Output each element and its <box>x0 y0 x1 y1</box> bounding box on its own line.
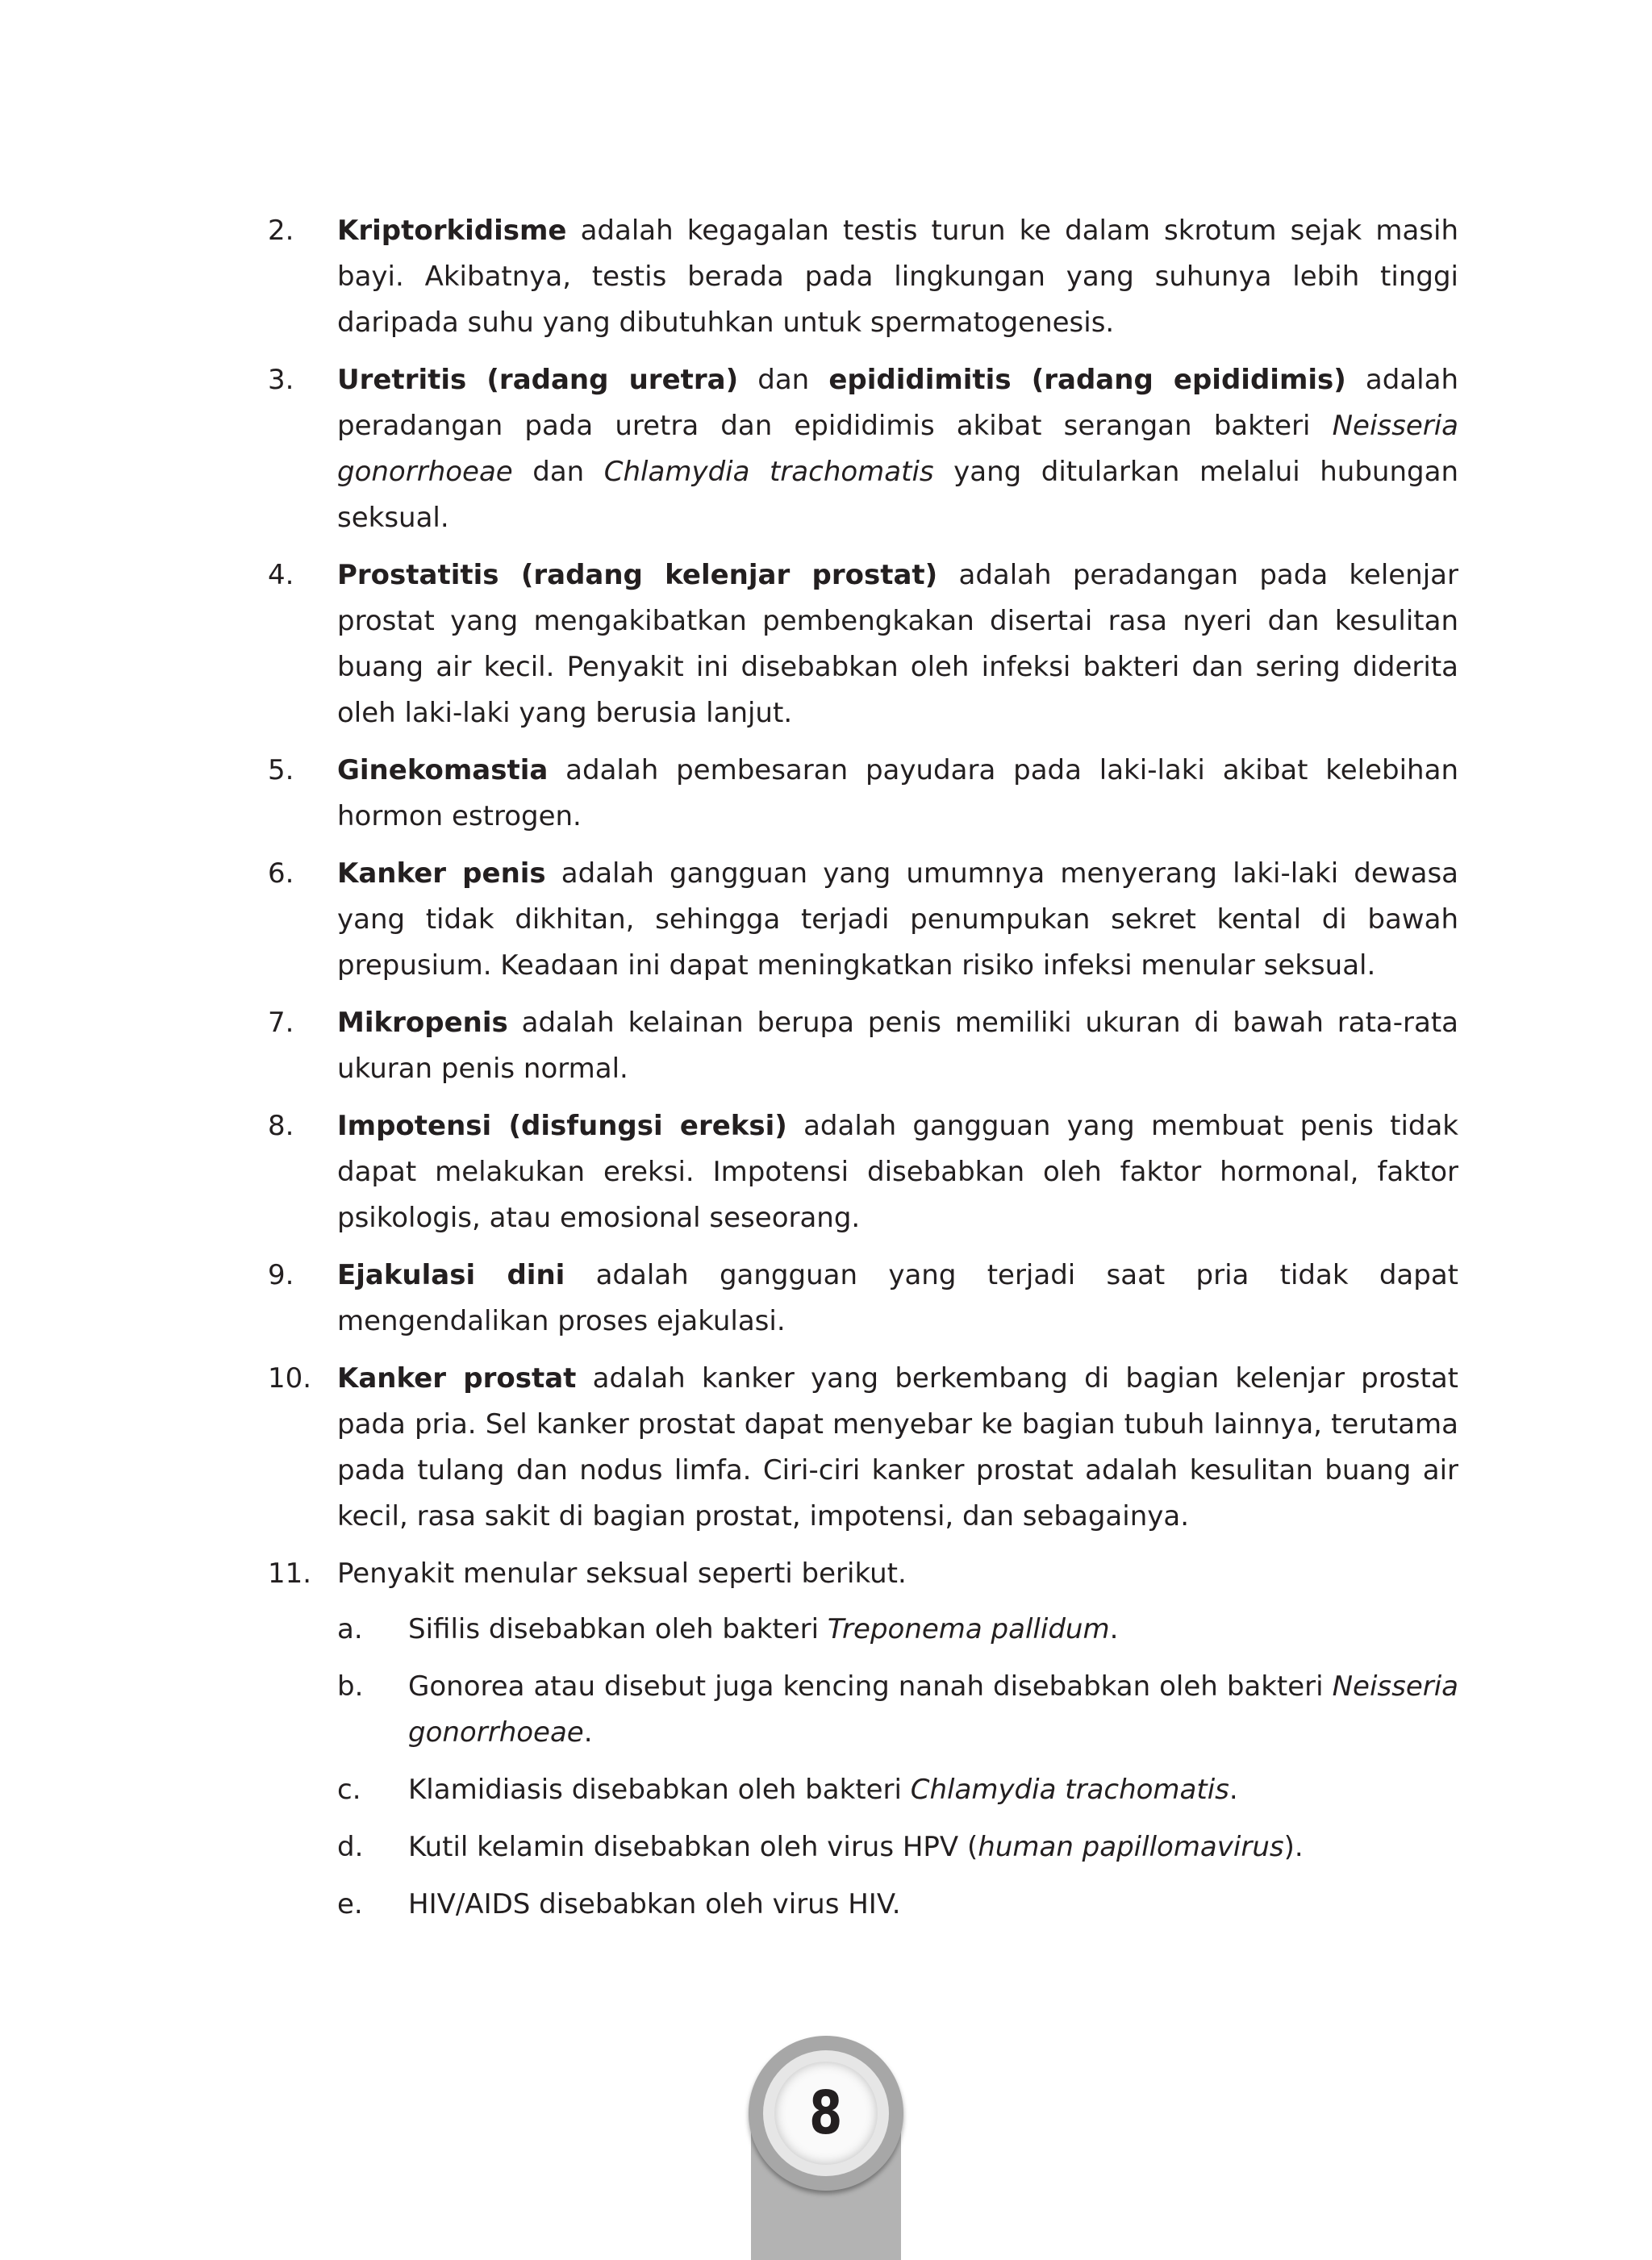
list-item-text <box>337 1356 1458 1540</box>
text-run: Gonorea atau disebut juga kencing nanah disebabkan oleh bakteri <box>408 1670 1333 1703</box>
sub-list-item <box>337 1767 1458 1813</box>
text-run: adalah pembesaran payudara pada laki-laki akibat kelebihan hormon estrogen. <box>337 754 1458 832</box>
list-item-paragraph <box>337 851 1458 989</box>
list-item <box>268 208 1458 346</box>
list-item <box>268 1551 1458 1939</box>
italic-term: Treponema pallidum <box>827 1613 1110 1645</box>
italic-term: Chlamydia trachomatis <box>910 1774 1229 1806</box>
text-run: Penyakit menular seksual seperti berikut. <box>337 1557 907 1590</box>
sub-list-item <box>337 1607 1458 1653</box>
text-run: dan <box>512 456 604 488</box>
sub-list-item <box>337 1664 1458 1756</box>
sub-list-item-label: b. <box>337 1670 364 1703</box>
list-item-number: 3. <box>268 364 294 396</box>
list-item-text <box>337 748 1458 840</box>
list-item-text <box>337 1000 1458 1092</box>
list-item-paragraph <box>337 1551 1458 1597</box>
text-run: adalah gangguan yang terjadi saat pria tidak dapat mengendalikan proses ejakulasi. <box>337 1259 1458 1337</box>
bold-term: Uretritis (radang uretra) <box>337 364 739 396</box>
list-item-paragraph <box>337 1356 1458 1540</box>
text-run: . <box>1109 1613 1119 1645</box>
list-item-paragraph <box>337 1000 1458 1092</box>
list-item-number: 4. <box>268 559 294 591</box>
list-item-paragraph <box>337 552 1458 736</box>
list-item <box>268 1103 1458 1241</box>
page-number: 8 <box>809 2079 843 2148</box>
bold-term: Prostatitis (radang kelenjar prostat) <box>337 559 938 591</box>
italic-term: Neisseria gonorrhoeae <box>337 410 1458 488</box>
sub-list-item-label: e. <box>337 1888 363 1920</box>
bold-term: Mikropenis <box>337 1007 508 1039</box>
sub-list-item <box>337 1824 1458 1870</box>
text-run: yang ditularkan melalui hubungan seksual. <box>337 456 1459 534</box>
list-item-number: 5. <box>268 754 294 786</box>
text-run: adalah gangguan yang umumnya menyerang laki-laki dewasa yang tidak dikhitan, sehingga terjadi penumpukan sekret kental di bawah prepusium. Keadaan ini dapat meningkatkan risiko infeksi menular seksual. <box>337 857 1458 982</box>
text-run: adalah peradangan pada uretra dan epididimis akibat serangan bakteri <box>337 364 1458 442</box>
sub-list-item-label: d. <box>337 1831 364 1863</box>
text-run: Sifilis disebabkan oleh bakteri <box>408 1613 828 1645</box>
text-run: adalah peradangan pada kelenjar prostat yang mengakibatkan pembengkakan disertai rasa nyeri dan kesulitan buang air kecil. Penyakit ini disebabkan oleh infeksi bakteri dan sering diderita oleh laki-laki yang berusia lanjut. <box>337 559 1458 729</box>
list-item-paragraph <box>337 357 1458 541</box>
list-item-text <box>337 552 1458 736</box>
text-run: adalah gangguan yang membuat penis tidak dapat melakukan ereksi. Impotensi disebabkan oleh faktor hormonal, faktor psikologis, atau emosional seseorang. <box>337 1110 1458 1234</box>
list-item-paragraph <box>337 748 1458 840</box>
bold-term: Kanker penis <box>337 857 546 890</box>
list-item <box>268 1000 1458 1092</box>
sub-list-item-label: c. <box>337 1774 361 1806</box>
list-item <box>268 357 1458 541</box>
text-run: . <box>1229 1774 1238 1806</box>
sub-list-item-text <box>408 1664 1458 1756</box>
bold-term: Ginekomastia <box>337 754 549 786</box>
text-run: adalah kanker yang berkembang di bagian kelenjar prostat pada pria. Sel kanker prostat dapat menyebar ke bagian tubuh lainnya, terutama pada tulang dan nodus limfa. Ciri-ciri kanker prostat adalah kesulitan buang air kecil, rasa sakit di bagian prostat, impotensi, dan sebagainya. <box>337 1362 1458 1532</box>
sub-list-item-text <box>408 1882 1458 1928</box>
sub-list-item-label: a. <box>337 1613 363 1645</box>
text-run: Kutil kelamin disebabkan oleh virus HPV ( <box>408 1831 978 1863</box>
page-number-badge <box>774 2062 878 2165</box>
list-item-text <box>337 1253 1458 1345</box>
italic-term: human papillomavirus <box>978 1831 1284 1863</box>
text-run: . <box>583 1716 593 1749</box>
bold-term: Impotensi (disfungsi ereksi) <box>337 1110 787 1142</box>
list-item-text <box>337 1551 1458 1939</box>
list-item <box>268 552 1458 736</box>
list-item-text <box>337 1103 1458 1241</box>
list-item <box>268 1356 1458 1540</box>
italic-term: Neisseria gonorrhoeae <box>408 1670 1458 1749</box>
text-run: adalah kelainan berupa penis memiliki ukuran di bawah rata-rata ukuran penis normal. <box>337 1007 1458 1085</box>
list-item-number: 10. <box>268 1362 312 1395</box>
text-run: adalah kegagalan testis turun ke dalam skrotum sejak masih bayi. Akibatnya, testis berada pada lingkungan yang suhunya lebih tinggi daripada suhu yang dibutuhkan untuk spermatogenesis. <box>337 215 1458 339</box>
list-item-text <box>337 851 1458 989</box>
list-item-number: 6. <box>268 857 294 890</box>
text-run: HIV/AIDS disebabkan oleh virus HIV. <box>408 1888 901 1920</box>
text-run: dan <box>738 364 829 396</box>
list-item-paragraph <box>337 208 1458 346</box>
text-run: Klamidiasis disebabkan oleh bakteri <box>408 1774 911 1806</box>
bold-term: Ejakulasi dini <box>337 1259 565 1291</box>
text-run: ). <box>1283 1831 1304 1863</box>
list-item-number: 9. <box>268 1259 294 1291</box>
italic-term: Chlamydia trachomatis <box>603 456 934 488</box>
sub-list-item <box>337 1882 1458 1928</box>
list-item-number: 2. <box>268 215 294 247</box>
sub-list-item-text <box>408 1767 1458 1813</box>
list-item-number: 11. <box>268 1557 312 1590</box>
list-item-paragraph <box>337 1253 1458 1345</box>
list-item-text <box>337 357 1458 541</box>
list-item-paragraph <box>337 1103 1458 1241</box>
bold-term: Kriptorkidisme <box>337 215 567 247</box>
list-item-text <box>337 208 1458 346</box>
list-item <box>268 1253 1458 1345</box>
sub-list-item-text <box>408 1607 1458 1653</box>
bold-term: Kanker prostat <box>337 1362 577 1395</box>
list-item-number: 7. <box>268 1007 294 1039</box>
list-item <box>268 851 1458 989</box>
list-item <box>268 748 1458 840</box>
numbered-list <box>268 208 1458 1950</box>
sub-list-item-text <box>408 1824 1458 1870</box>
sub-list <box>337 1607 1458 1928</box>
list-item-number: 8. <box>268 1110 294 1142</box>
bold-term: epididimitis (radang epididimis) <box>828 364 1346 396</box>
